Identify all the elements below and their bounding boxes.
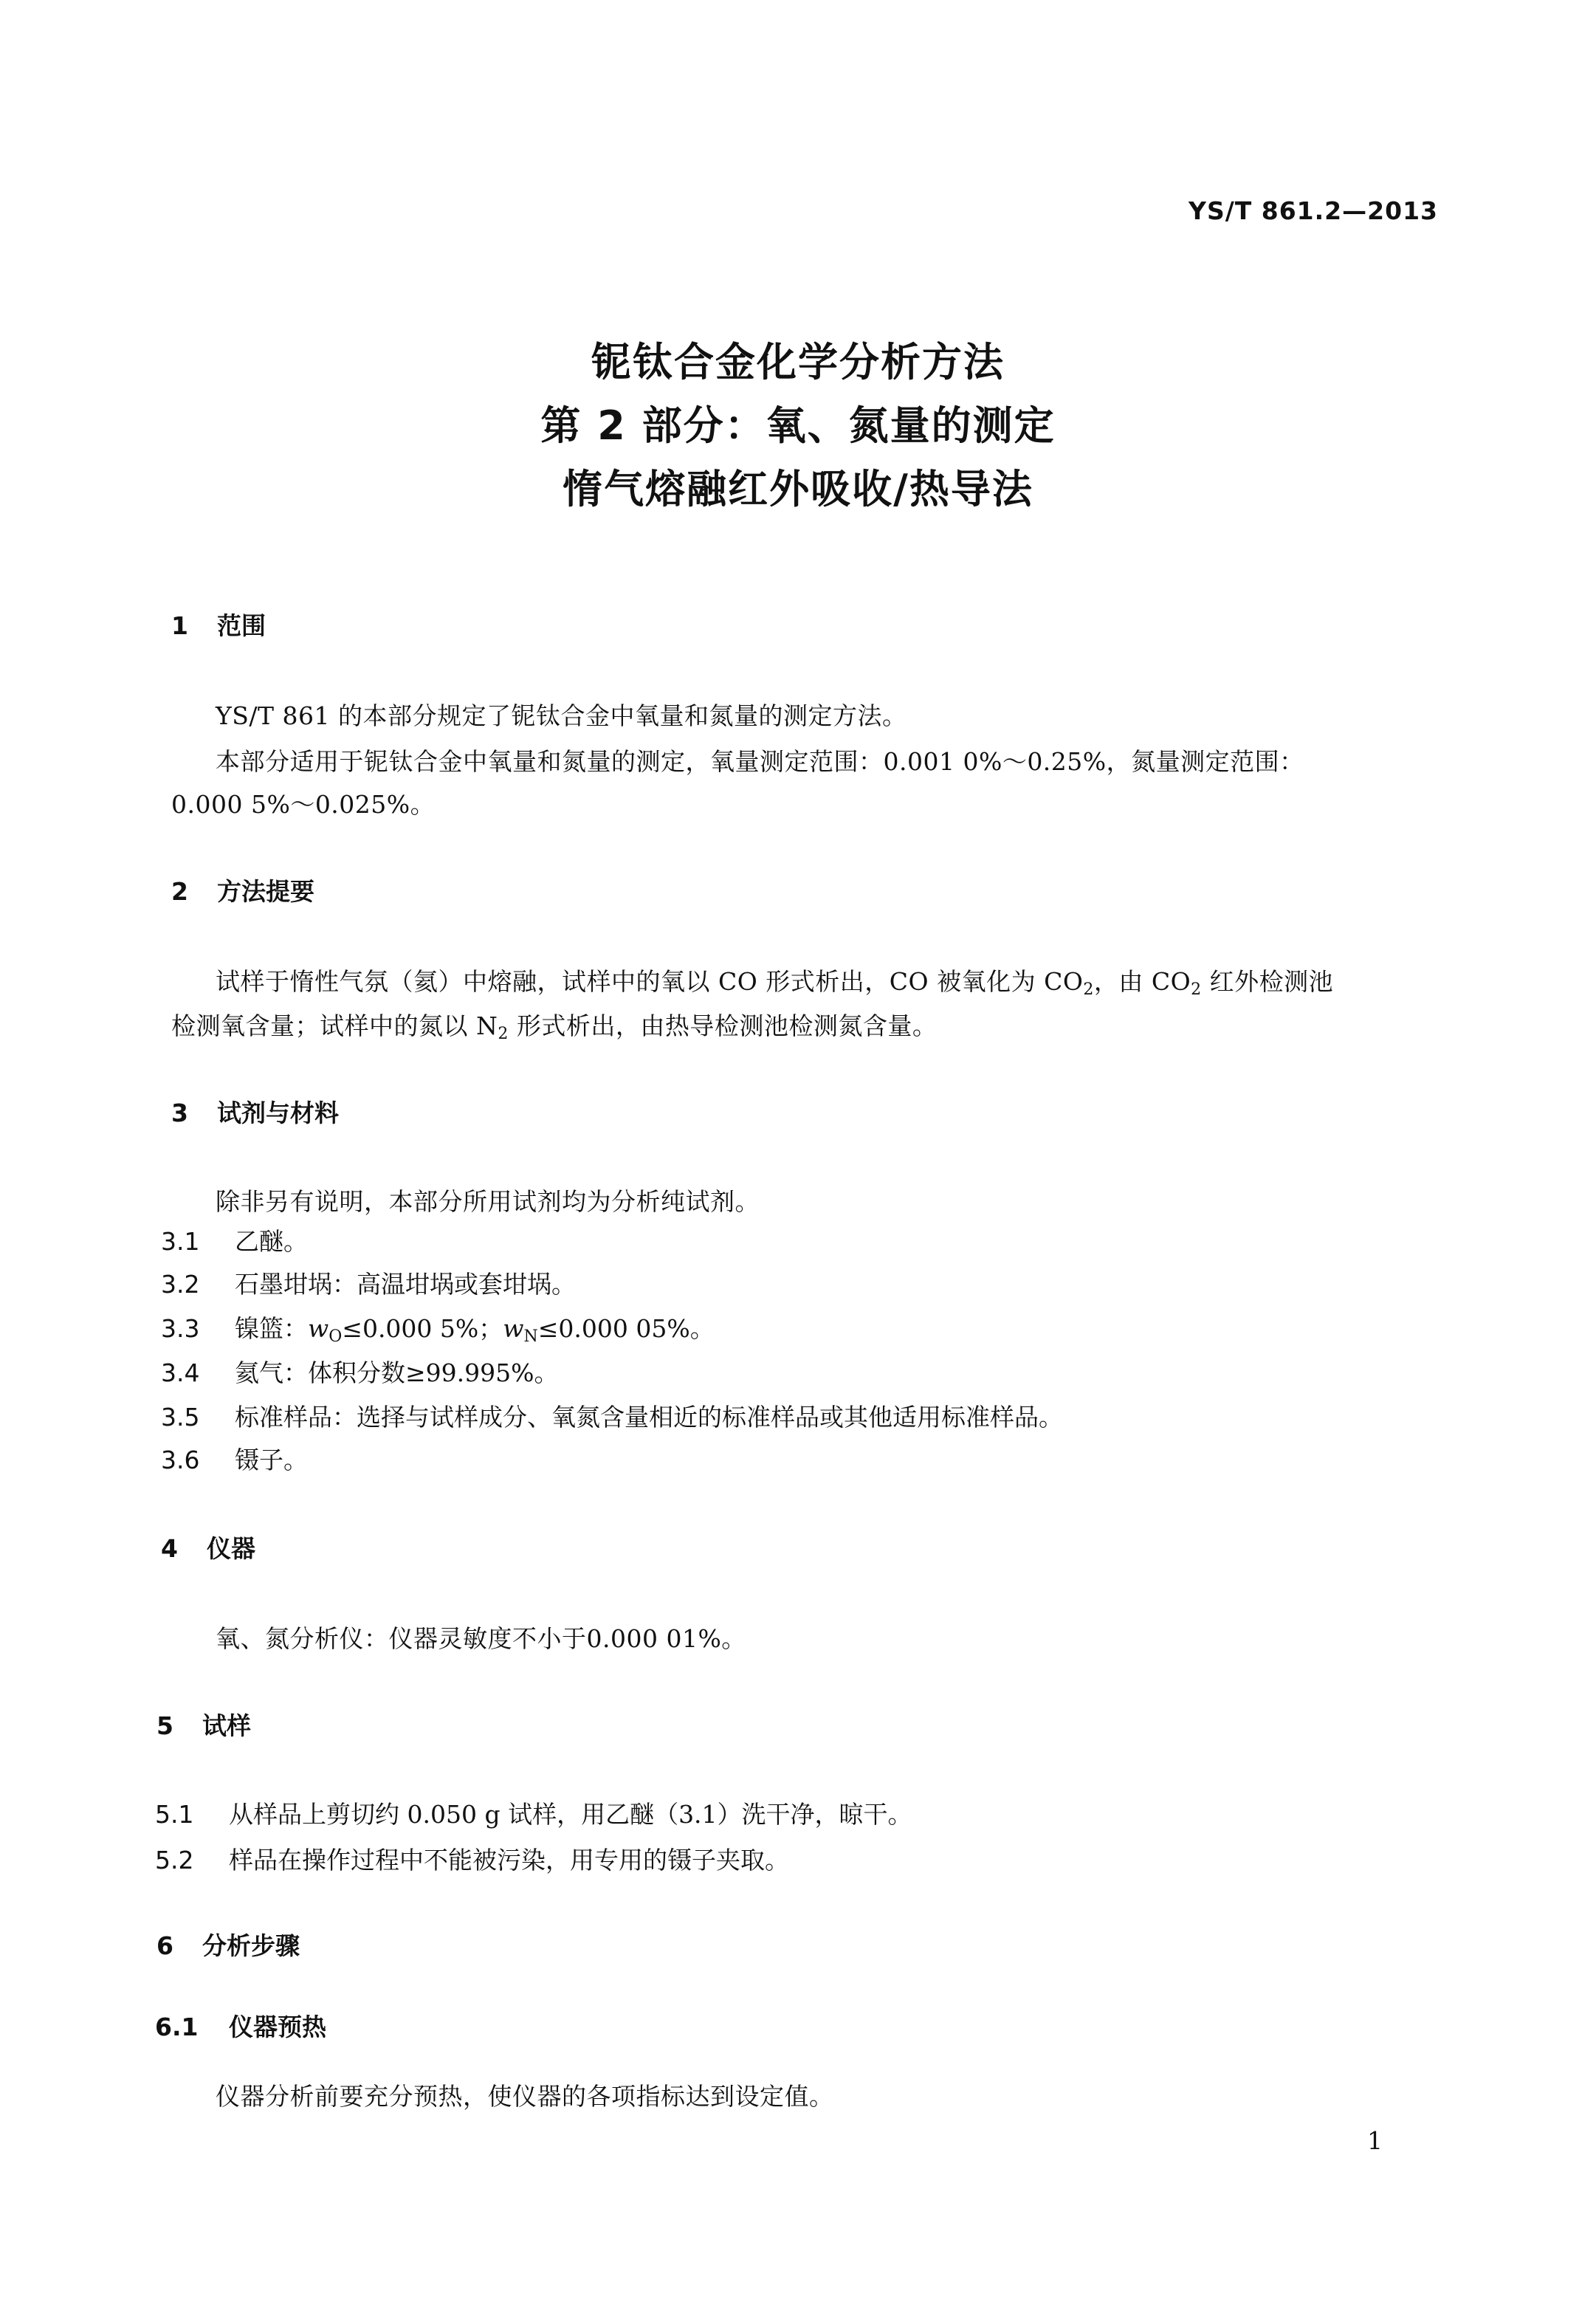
subsection-title: 仪器预热 [229,2013,326,2041]
section-number: 6 [156,1931,173,1960]
section-4-heading [161,1530,255,1564]
title-line-3: 惰气熔融红外吸收/热导法 [563,466,1033,512]
list-item: 3.4 氦气：体积分数≥99.995%。 [161,1358,559,1387]
paragraph: 本部分适用于铌钛合金中氧量和氮量的测定，氧量测定范围：0.001 0%～0.25%，氮量测定范围： [216,747,1304,776]
paragraph: 除非另有说明，本部分所用试剂均为分析纯试剂。 [216,1187,760,1216]
section-1-heading [171,607,266,642]
paragraph: 氧、氮分析仪：仪器灵敏度不小于0.000 01%。 [216,1624,746,1653]
list-item: 5.2 样品在操作过程中不能被污染，用专用的镊子夹取。 [155,1846,789,1874]
title-line-2: 第 2 部分：氧、氮量的测定 [540,402,1056,449]
paragraph: YS/T 861 的本部分规定了铌钛合金中氧量和氮量的测定方法。 [216,701,907,730]
section-number: 2 [171,877,188,906]
section-number: 1 [171,611,188,640]
list-item: 3.1 乙醚。 [161,1227,308,1256]
paragraph: 试样于惰性气氛（氦）中熔融，试样中的氧以 CO 形式析出，CO 被氧化为 $CO_2$，由 $CO_2$ 红外检测池 [216,967,1334,999]
list-item: 3.5 标准样品：选择与试样成分、氧氮含量相近的标准样品或其他适用标准样品。 [161,1403,1063,1432]
paragraph-continuation: 0.000 5%～0.025%。 [171,790,436,819]
document-title [0,331,1596,521]
section-title: 试样 [202,1711,251,1740]
section-6-heading [156,1927,300,1962]
list-item: 5.1 从样品上剪切约 0.050 g 试样，用乙醚（3.1）洗干净，晾干。 [155,1800,912,1829]
section-number: 5 [156,1711,173,1740]
list-item: 3.3 镍篮：$w_O\le 0.000$ 5%；$w_N\le 0.000$ 05%。 [161,1314,715,1346]
section-5-heading [156,1707,251,1742]
standard-code: YS/T 861.2—2013 [1189,196,1438,225]
subsection-6-1-heading [155,2008,326,2043]
section-title: 范围 [217,611,266,640]
title-line-1: 铌钛合金化学分析方法 [591,339,1005,385]
list-item: 3.2 石墨坩埚：高温坩埚或套坩埚。 [161,1270,576,1299]
subsection-number: 6.1 [155,2013,199,2041]
paragraph-continuation: 检测氧含量；试样中的氮以 $N_2$ 形式析出，由热导检测池检测氮含量。 [171,1011,938,1043]
list-item: 3.6 镊子。 [161,1446,308,1474]
section-number: 3 [171,1099,188,1127]
section-number: 4 [161,1534,178,1563]
section-title: 方法提要 [217,877,314,906]
section-title: 仪器 [207,1534,255,1563]
section-title: 分析步骤 [202,1931,300,1960]
page-number: 1 [1367,2126,1383,2155]
section-title: 试剂与材料 [217,1099,339,1127]
section-3-heading [171,1094,339,1129]
paragraph: 仪器分析前要充分预热，使仪器的各项指标达到设定值。 [216,2082,834,2111]
section-2-heading [171,873,314,907]
